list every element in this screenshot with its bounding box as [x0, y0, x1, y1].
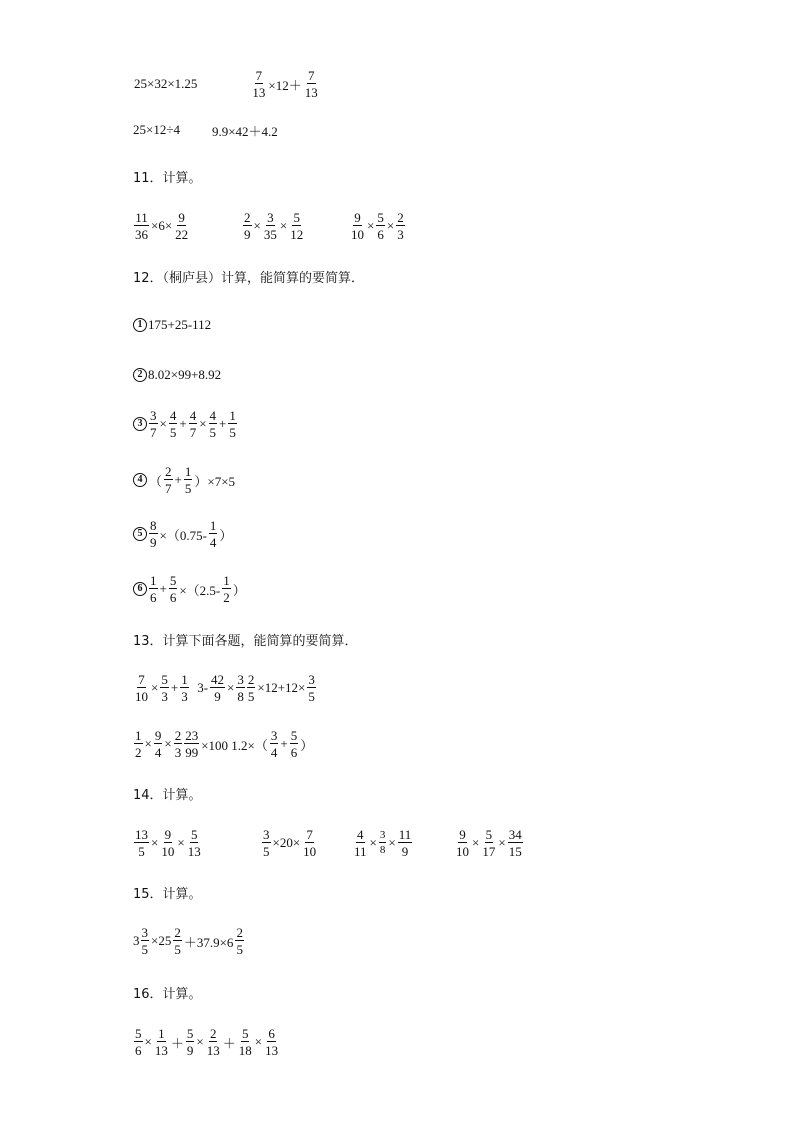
numerator: 3	[141, 925, 148, 940]
numerator: 5	[293, 210, 300, 225]
denominator: 9	[186, 1043, 194, 1058]
fraction	[180, 673, 189, 703]
operator: ×	[279, 218, 288, 233]
question-12-item-1	[133, 315, 211, 335]
fraction	[149, 519, 158, 549]
operator: ×	[144, 1034, 152, 1049]
fraction	[304, 69, 319, 99]
denominator: 5	[247, 689, 255, 704]
fraction	[235, 926, 244, 956]
fraction	[290, 729, 299, 759]
numerator: 5	[169, 573, 177, 588]
numerator: 34	[508, 827, 522, 842]
denominator: 10	[456, 844, 469, 859]
fraction	[508, 828, 523, 858]
denominator: 9	[150, 535, 157, 550]
numerator: 5	[377, 210, 384, 225]
expression	[454, 828, 524, 858]
fraction	[149, 574, 158, 604]
fraction	[247, 673, 256, 703]
denominator: 9	[244, 227, 251, 242]
circled-number: 1	[133, 318, 147, 332]
numerator: 9	[459, 827, 466, 842]
operator: ）	[232, 582, 246, 598]
numerator: 4	[189, 408, 197, 423]
fraction	[209, 409, 218, 439]
expression	[261, 828, 318, 858]
text: 175+25-112	[148, 317, 212, 332]
numerator: 8	[150, 518, 157, 533]
denominator: 7	[150, 425, 157, 440]
fraction	[206, 1027, 221, 1057]
fraction	[184, 465, 193, 495]
fraction	[222, 574, 231, 604]
numerator: 13	[135, 827, 148, 842]
question-16-row	[133, 1022, 280, 1062]
fraction	[263, 211, 278, 241]
numerator: 9	[354, 210, 361, 225]
operator: ×	[151, 835, 159, 850]
fraction	[396, 211, 405, 241]
operator: ×12＋	[268, 77, 302, 93]
text: 8.02×99+8.92	[148, 367, 222, 382]
numerator: 3	[270, 728, 278, 743]
question-14-title: 14．计算。	[133, 787, 202, 803]
denominator: 5	[138, 844, 145, 859]
denominator: 5	[169, 425, 177, 440]
operator: ×	[199, 416, 207, 431]
numerator: 11	[398, 827, 412, 842]
denominator: 13	[206, 1043, 220, 1058]
text: 3	[133, 933, 140, 948]
numerator: 11	[135, 210, 148, 225]
fraction	[173, 926, 182, 956]
circled-number: 2	[133, 368, 147, 382]
question-13-row-2	[133, 724, 314, 764]
operator: ×（2.5-	[179, 582, 221, 598]
denominator: 11	[354, 844, 367, 859]
operator: ×	[254, 1034, 263, 1049]
numerator: 5	[161, 672, 168, 687]
denominator: 6	[135, 1043, 142, 1058]
fraction	[149, 409, 158, 439]
numerator: 2	[174, 925, 181, 940]
question-12-item-2	[133, 365, 221, 385]
denominator: 5	[308, 689, 315, 704]
operator: ×	[369, 835, 377, 850]
operator: +	[174, 472, 182, 487]
fraction	[398, 828, 413, 858]
operator: ×（0.75-	[159, 527, 207, 543]
top-row-2	[133, 120, 278, 140]
numerator: 9	[154, 728, 162, 743]
circled-number: 5	[133, 527, 147, 541]
fraction	[164, 465, 173, 495]
denominator: 12	[290, 227, 304, 242]
denominator: 18	[238, 1043, 252, 1058]
denominator: 5	[184, 481, 192, 496]
question-12-item-3	[133, 404, 238, 444]
question-11-row	[133, 206, 553, 246]
fraction	[302, 828, 317, 858]
denominator: 4	[209, 535, 217, 550]
numerator: 3	[267, 210, 274, 225]
fraction	[174, 729, 183, 759]
numerator: 2	[209, 1026, 217, 1041]
question-15-row	[133, 921, 245, 961]
denominator: 6	[169, 590, 177, 605]
numerator: 9	[164, 827, 172, 842]
numerator: 1	[150, 573, 157, 588]
denominator: 10	[161, 844, 175, 859]
fraction	[251, 69, 266, 99]
fraction	[376, 211, 385, 241]
fraction	[307, 673, 316, 703]
denominator: 10	[351, 227, 364, 242]
operator: ×	[196, 1034, 204, 1049]
numerator: 2	[174, 728, 182, 743]
operator: ）	[219, 527, 233, 543]
numerator: 1	[209, 518, 217, 533]
numerator: 5	[290, 728, 298, 743]
fraction	[289, 211, 304, 241]
numerator: 2	[244, 210, 251, 225]
fraction	[209, 519, 218, 549]
numerator: 1	[181, 672, 188, 687]
expression	[352, 828, 413, 858]
question-12-item-4	[133, 460, 236, 500]
operator: ＋	[170, 1035, 184, 1051]
numerator: 3	[237, 672, 244, 687]
expression: 25×32×1.25	[134, 76, 198, 91]
denominator: 7	[189, 425, 197, 440]
denominator: 6	[377, 227, 384, 242]
fraction	[353, 828, 368, 858]
denominator: 7	[165, 481, 172, 496]
fraction	[228, 409, 237, 439]
expression	[133, 828, 203, 858]
numerator: 5	[186, 1026, 194, 1041]
denominator: 15	[508, 844, 522, 859]
numerator: 5	[241, 1026, 249, 1041]
numerator: 9	[178, 210, 185, 225]
denominator: 13	[252, 85, 266, 100]
fraction	[141, 926, 150, 956]
numerator: 6	[268, 1026, 275, 1041]
operator: （	[149, 473, 163, 489]
fraction	[169, 409, 178, 439]
denominator: 4	[270, 745, 278, 760]
operator: 3-	[190, 680, 209, 695]
fraction	[379, 830, 387, 856]
question-13-title: 13．计算下面各题，能简算的要简算．	[133, 633, 358, 649]
fraction	[134, 211, 149, 241]
denominator: 5	[229, 425, 236, 440]
denominator: 99	[185, 745, 199, 760]
operator: ×	[159, 416, 167, 431]
operator: ＋	[222, 1035, 236, 1051]
denominator: 5	[236, 942, 243, 957]
operator: ×	[472, 835, 480, 850]
operator: ）	[300, 737, 314, 753]
fraction	[262, 828, 271, 858]
expression	[133, 211, 190, 241]
denominator: 5	[141, 942, 148, 957]
denominator: 10	[303, 844, 317, 859]
operator: ×	[498, 835, 506, 850]
numerator: 2	[247, 672, 255, 687]
circled-number: 6	[133, 582, 147, 596]
expression	[349, 211, 406, 241]
operator: +	[179, 416, 187, 431]
denominator: 13	[265, 1043, 279, 1058]
fraction	[169, 574, 178, 604]
numerator: 5	[135, 1026, 142, 1041]
operator: ×	[227, 680, 235, 695]
question-12-title: 12．（桐庐县）计算，能简算的要简算．	[133, 270, 365, 286]
numerator: 2	[236, 925, 243, 940]
numerator: 5	[190, 827, 198, 842]
numerator: 3	[308, 672, 315, 687]
denominator: 2	[223, 590, 230, 605]
operator: +	[280, 736, 288, 751]
operator: ×6×	[151, 218, 173, 233]
numerator: 1	[158, 1026, 165, 1041]
fraction	[134, 729, 143, 759]
denominator: 3	[161, 689, 168, 704]
question-13-row-1	[133, 668, 317, 708]
fraction	[160, 673, 169, 703]
fraction	[134, 673, 149, 703]
numerator: 7	[308, 68, 315, 83]
operator: +	[170, 680, 179, 695]
operator: ×12+12×	[257, 680, 306, 695]
operator: +	[159, 581, 167, 596]
fraction	[160, 828, 175, 858]
denominator: 35	[263, 227, 277, 242]
fraction	[189, 409, 198, 439]
operator: ）×7×5	[194, 473, 236, 489]
numerator: 3	[150, 408, 157, 423]
fraction	[238, 1027, 253, 1057]
denominator: 3	[181, 689, 188, 704]
fraction	[481, 828, 496, 858]
denominator: 3	[174, 745, 182, 760]
question-16-title: 16．计算。	[133, 986, 202, 1002]
question-15-title: 15．计算。	[133, 886, 202, 902]
denominator: 13	[304, 85, 318, 100]
denominator: 22	[175, 227, 189, 242]
question-11-title: 11．计算。	[133, 170, 202, 186]
numerator: 3	[379, 829, 386, 841]
numerator: 4	[169, 408, 177, 423]
denominator: 36	[135, 227, 148, 242]
denominator: 9	[401, 844, 409, 859]
circled-number: 4	[133, 473, 147, 487]
operator: ＋37.9×6	[183, 934, 234, 950]
fraction	[236, 673, 245, 703]
expression: 25×12÷4	[133, 122, 180, 137]
denominator: 6	[150, 590, 157, 605]
fraction	[270, 729, 279, 759]
denominator: 6	[290, 745, 298, 760]
operator: ×	[367, 218, 375, 233]
operator: ×100 1.2×（	[201, 737, 268, 753]
denominator: 5	[263, 844, 270, 859]
fraction	[134, 1027, 143, 1057]
operator: +	[219, 416, 227, 431]
numerator: 4	[209, 408, 217, 423]
circled-number: 3	[133, 417, 147, 431]
expression	[242, 211, 305, 241]
numerator: 4	[357, 827, 364, 842]
fraction	[243, 211, 252, 241]
operator: ×	[177, 835, 185, 850]
question-14-row	[133, 823, 553, 863]
denominator: 13	[187, 844, 201, 859]
fraction	[154, 729, 163, 759]
operator: ×20×	[272, 835, 301, 850]
denominator: 4	[154, 745, 162, 760]
numerator: 7	[138, 672, 145, 687]
numerator: 3	[263, 827, 270, 842]
numerator: 7	[255, 68, 263, 83]
numerator: 2	[165, 464, 172, 479]
fraction	[186, 1027, 195, 1057]
top-row-1	[133, 64, 320, 104]
denominator: 5	[209, 425, 217, 440]
fraction	[264, 1027, 279, 1057]
operator: ×	[151, 680, 159, 695]
fraction	[455, 828, 470, 858]
denominator: 8	[237, 689, 244, 704]
fraction	[154, 1027, 169, 1057]
numerator: 7	[306, 827, 313, 842]
fraction	[350, 211, 365, 241]
operator: ×25	[151, 933, 172, 948]
numerator: 1	[229, 408, 236, 423]
numerator: 42	[211, 672, 225, 687]
fraction	[174, 211, 189, 241]
question-12-item-5	[133, 514, 233, 554]
operator: ×	[388, 835, 396, 850]
expression: 9.9×42＋4.2	[211, 123, 278, 139]
operator: ×	[253, 218, 261, 233]
numerator: 23	[185, 728, 199, 743]
denominator: 2	[135, 745, 142, 760]
denominator: 17	[482, 844, 496, 859]
numerator: 2	[397, 210, 404, 225]
operator: ×	[164, 736, 172, 751]
fraction	[184, 729, 199, 759]
numerator: 1	[135, 728, 142, 743]
denominator: 5	[174, 942, 181, 957]
operator: ×	[386, 218, 395, 233]
numerator: 1	[184, 464, 192, 479]
denominator: 10	[135, 689, 148, 704]
denominator: 13	[154, 1043, 168, 1058]
fraction	[210, 673, 225, 703]
operator: ×	[144, 736, 152, 751]
fraction	[134, 828, 149, 858]
denominator: 8	[379, 844, 386, 856]
fraction	[187, 828, 202, 858]
question-12-item-6	[133, 569, 247, 609]
numerator: 5	[485, 827, 493, 842]
denominator: 3	[397, 227, 404, 242]
denominator: 9	[214, 689, 221, 704]
numerator: 1	[223, 573, 230, 588]
